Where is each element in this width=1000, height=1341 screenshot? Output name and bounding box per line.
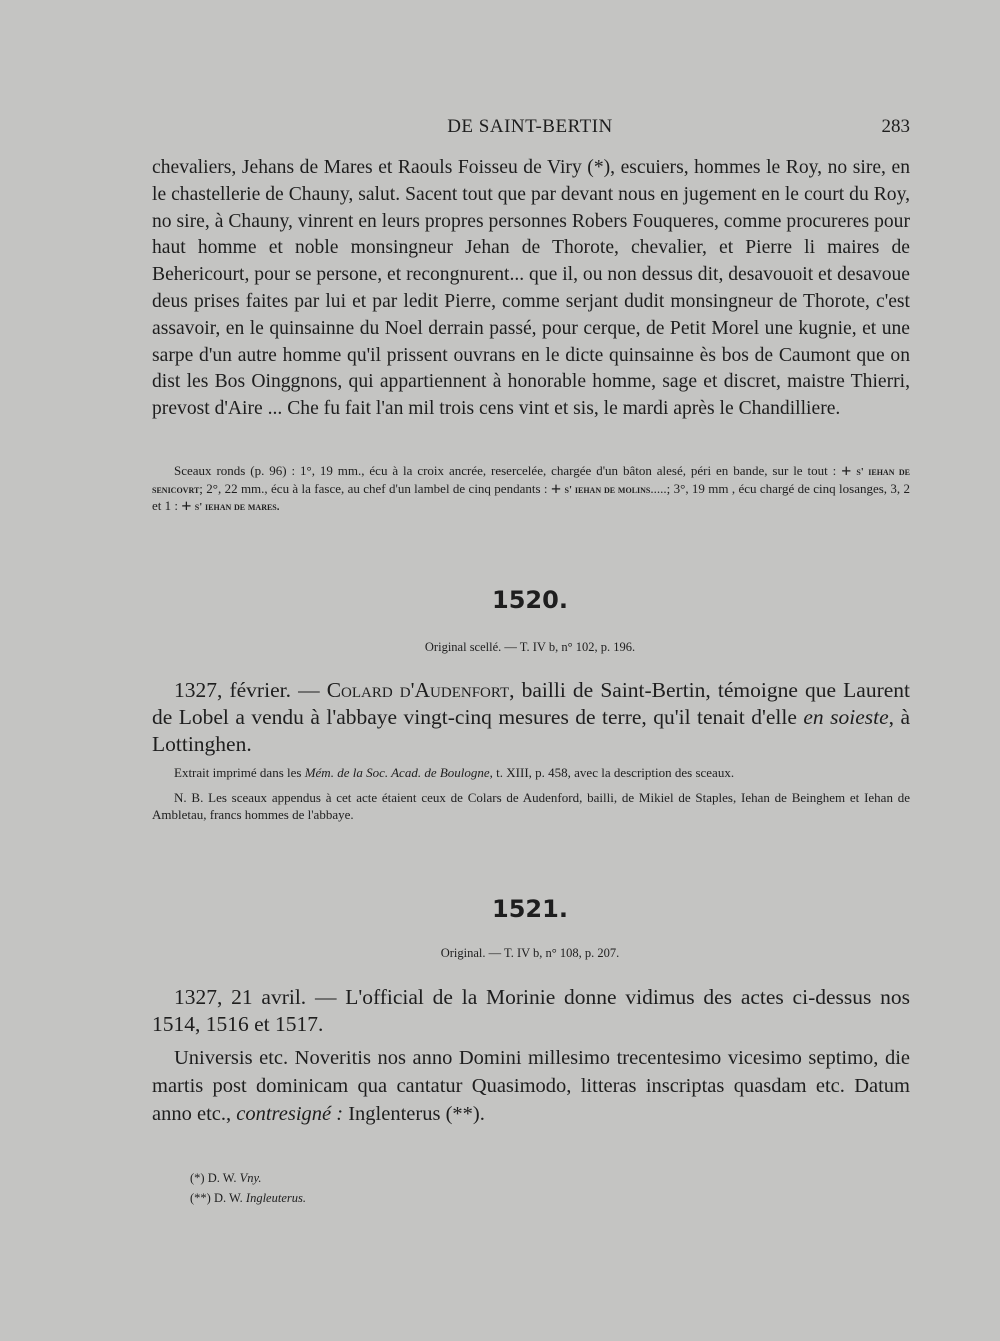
seal-legend-1: s' iehan de senicovrt: [152, 466, 911, 496]
latin-italic: contresigné :: [236, 1103, 344, 1125]
running-header: [150, 116, 910, 140]
page-number: 283: [881, 116, 910, 137]
act-date: 1327, février. —: [174, 678, 320, 702]
charter-paragraph: chevaliers, Jehans de Mares et Raouls Foisseu de Viry (*), escuiers, hommes le Roy, no sire, en le chastellerie de Chauny, salut. Sacent tout que par devant nous en jugement en le court du Roy, no sire, à Chauny, vinrent en leurs propres personnes Robers Fouqueres, comme procureres pour haut homme et noble monsingneur Jehan de Thorote, chevalier, et Pierre li maires de Behericourt, pour se persone, et recongnurent... que il, ou non dessus dit, desavouoit et desavoue deus prises faites par lui et par ledit Pierre, comme serjant dudit monsingneur de Thorote, c'est assavoir, en le quinsainne du Noel derrain passé, pour cerque, de Petit Morel une kugnie, et une sarpe d'un autre homme qu'il prissent ouvrans en le dicte quinsainne ès bos de Caumont que on dist les Bos Oinggnons, qui appartiennent à honorable homme, sage et discret, maistre Thierri, prevost d'Aire ... Che fu fait l'an mil trois cens vint et sis, le mardi après le Chandilliere.: [152, 157, 910, 420]
footnote-1: [190, 1168, 306, 1188]
seal-description: [152, 463, 910, 516]
act-summary-1520: [152, 677, 910, 758]
footnote-italic: Ingleuterus.: [245, 1191, 306, 1205]
footnotes: [190, 1168, 306, 1208]
latin-text-a: Universis etc. Noveritis nos anno Domini millesimo trecentesimo vicesimo septimo, die martis post dominicam qua cantatur Quasimodo, litteras inscriptas quasdam etc. Datum anno etc.,: [152, 1047, 910, 1125]
running-title: DE SAINT-BERTIN: [447, 116, 613, 137]
footnote-italic: Vny.: [239, 1171, 262, 1185]
summary-text: , bailli de Saint-Bertin, témoigne que Laurent de Lobel a vendu à l'abbaye vingt-cinq mesures de terre, qu'il tenait d'elle: [152, 678, 911, 729]
cross-icon: +: [841, 461, 852, 481]
latin-text-b: Inglenterus (**).: [348, 1103, 485, 1125]
act-source-1521: Original. — T. IV b, n° 108, p. 207.: [440, 946, 620, 960]
footnote-mark: (**) D. W.: [190, 1191, 243, 1205]
cross-icon: +: [181, 496, 192, 516]
extract-note: [152, 765, 910, 782]
act-number-1521: 1521.: [492, 895, 568, 923]
person-name: Colard d'Audenfort: [326, 678, 510, 702]
seal-text-1: Sceaux ronds (p. 96) : 1°, 19 mm., écu à la croix ancrée, resercelée, chargée d'un bâton alesé, péri en bande, sur le tout :: [174, 463, 837, 478]
seal-text-2: ; 2°, 22 mm., écu à la fasce, au chef d'un lambel de cinq pendants :: [199, 480, 548, 496]
nb-note-text: N. B. Les sceaux appendus à cet acte étaient ceux de Colars de Audenford, bailli, de Mikiel de Staples, Iehan de Beinghem et Iehan de Ambletau, francs hommes de l'abbaye.: [152, 790, 910, 822]
act-source-1520: Original scellé. — T. IV b, n° 102, p. 196.: [424, 640, 636, 654]
act-summary-1521: [152, 984, 910, 1038]
summary-text: 1327, 21 avril. — L'official de la Morinie donne vidimus des actes ci-dessus nos 1514, 1516 et 1517.: [152, 985, 910, 1036]
seal-text-3: .....; 3°, 19 mm , écu chargé de cinq losanges, 3, 2 et 1 :: [152, 480, 911, 513]
extract-italic: Mém. de la Soc. Acad. de Boulogne: [304, 765, 490, 780]
summary-text-end: , à Lottinghen.: [152, 705, 911, 756]
nb-note: [152, 790, 910, 823]
extract-text-end: , t. XIII, p. 458, avec la description des sceaux.: [489, 765, 735, 780]
footnote-mark: (*) D. W.: [190, 1171, 237, 1185]
seal-legend-2: s' iehan de molins: [564, 483, 651, 496]
footnote-2: [190, 1188, 306, 1208]
charter-text-continued: [152, 155, 910, 423]
latin-text: [152, 1044, 910, 1128]
seal-legend-3: s' iehan de mares.: [194, 501, 280, 513]
act-number-1520: 1520.: [492, 586, 568, 614]
cross-icon: +: [550, 478, 562, 499]
extract-text: Extrait imprimé dans les: [174, 765, 302, 780]
summary-italic: en soieste: [803, 705, 889, 729]
